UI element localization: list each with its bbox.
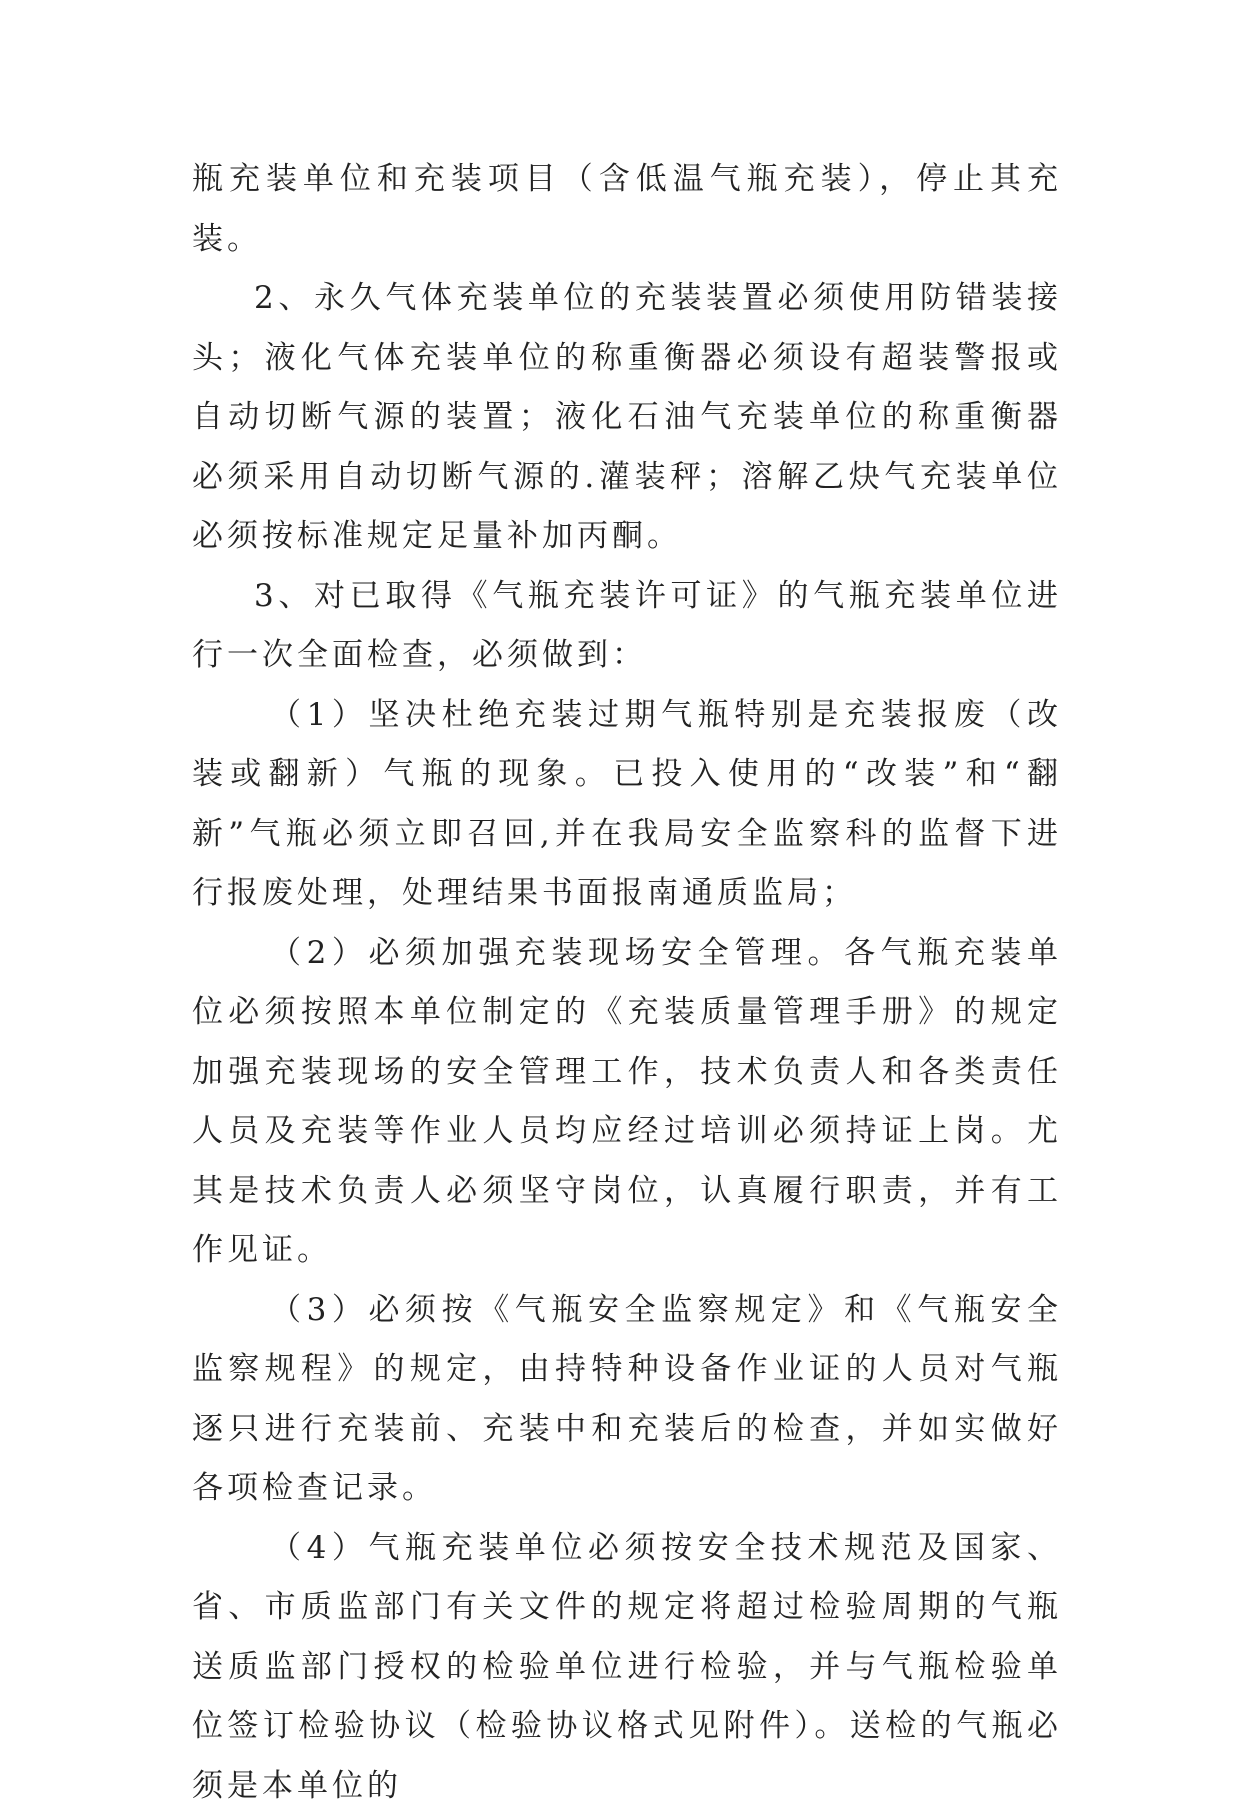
paragraph-subitem-1: （1）坚决杜绝充装过期气瓶特别是充装报废（改装或翻新）气瓶的现象。已投入使用的“改装”和“翻新”气瓶必须立即召回,并在我局安全监察科的监督下进行报废处理，处理结果书面报南通质监局； bbox=[192, 686, 1062, 924]
paragraph-subitem-4: （4）气瓶充装单位必须按安全技术规范及国家、省、市质监部门有关文件的规定将超过检验周期的气瓶送质监部门授权的检验单位进行检验，并与气瓶检验单位签订检验协议（检验协议格式见附件）。送检的气瓶必须是本单位的 bbox=[192, 1519, 1062, 1816]
paragraph-item-3: 3、对已取得《气瓶充装许可证》的气瓶充装单位进行一次全面检查，必须做到： bbox=[192, 567, 1062, 686]
paragraph-continuation: 瓶充装单位和充装项目（含低温气瓶充装），停止其充装。 bbox=[192, 150, 1062, 269]
paragraph-item-2: 2、永久气体充装单位的充装装置必须使用防错装接头；液化气体充装单位的称重衡器必须设有超装警报或自动切断气源的装置；液化石油气充装单位的称重衡器必须采用自动切断气源的.灌装秤；溶解乙炔气充装单位必须按标准规定足量补加丙酮。 bbox=[192, 269, 1062, 567]
document-body bbox=[192, 150, 1062, 1816]
paragraph-subitem-2: （2）必须加强充装现场安全管理。各气瓶充装单位必须按照本单位制定的《充装质量管理手册》的规定加强充装现场的安全管理工作，技术负责人和各类责任人员及充装等作业人员均应经过培训必须持证上岗。尤其是技术负责人必须坚守岗位，认真履行职责，并有工作见证。 bbox=[192, 924, 1062, 1281]
paragraph-subitem-3: （3）必须按《气瓶安全监察规定》和《气瓶安全监察规程》的规定，由持特种设备作业证的人员对气瓶逐只进行充装前、充装中和充装后的检查，并如实做好各项检查记录。 bbox=[192, 1281, 1062, 1519]
